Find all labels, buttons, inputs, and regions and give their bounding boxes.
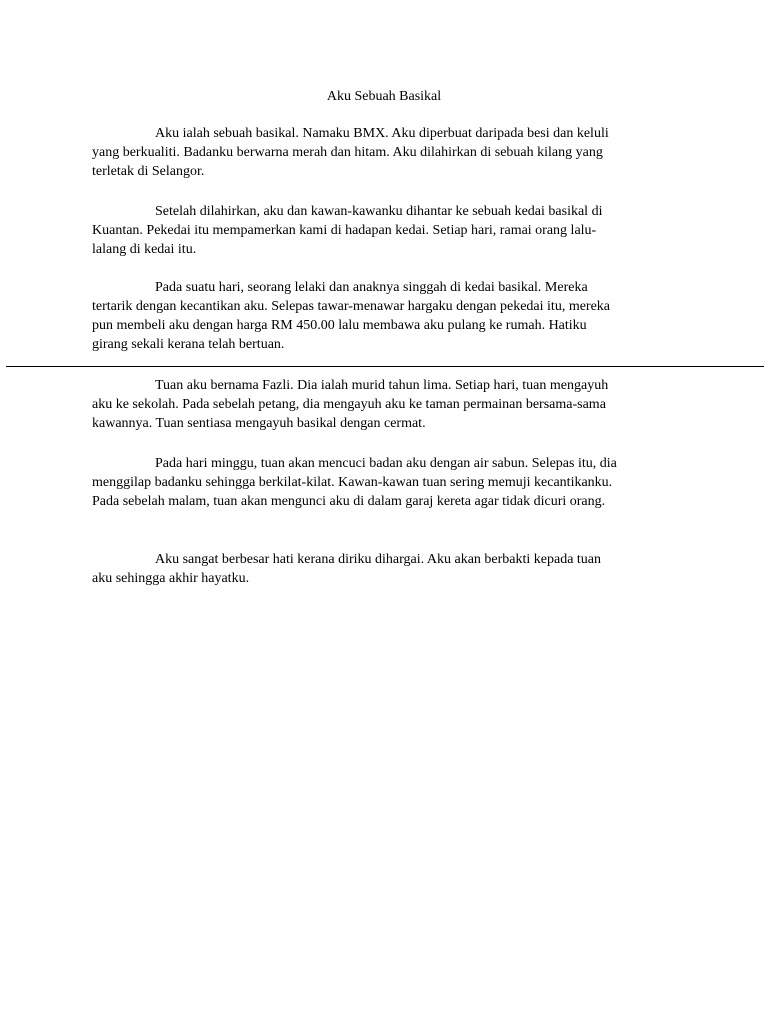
paragraph-line: Pada suatu hari, seorang lelaki dan anaknya singgah di kedai basikal. Mereka — [155, 280, 588, 295]
paragraph-6 — [92, 550, 676, 588]
paragraph-line: Aku ialah sebuah basikal. Namaku BMX. Aku diperbuat daripada besi dan keluli — [155, 126, 609, 141]
page-break-divider — [6, 366, 764, 367]
paragraph-line: Pada hari minggu, tuan akan mencuci badan aku dengan air sabun. Selepas itu, dia — [155, 456, 617, 471]
paragraph-line: menggilap badanku sehingga berkilat-kilat. Kawan-kawan tuan sering memuji kecantikanku. — [92, 475, 613, 490]
paragraph-line: lalang di kedai itu. — [92, 242, 197, 257]
paragraph-line: yang berkualiti. Badanku berwarna merah dan hitam. Aku dilahirkan di sebuah kilang yang — [92, 145, 603, 160]
paragraph-line: kawannya. Tuan sentiasa mengayuh basikal dengan cermat. — [92, 416, 426, 431]
paragraph-line: aku ke sekolah. Pada sebelah petang, dia mengayuh aku ke taman permainan bersama-sama — [92, 397, 606, 412]
paragraph-3 — [92, 278, 676, 354]
paragraph-line: pun membeli aku dengan harga RM 450.00 lalu membawa aku pulang ke rumah. Hatiku — [92, 318, 587, 333]
paragraph-line: Aku sangat berbesar hati kerana diriku dihargai. Aku akan berbakti kepada tuan — [155, 552, 602, 567]
paragraph-5 — [92, 454, 676, 511]
paragraph-1 — [92, 124, 676, 181]
document-title: Aku Sebuah Basikal — [326, 89, 442, 104]
paragraph-line: tertarik dengan kecantikan aku. Selepas tawar-menawar hargaku dengan pekedai itu, mereka — [92, 299, 611, 314]
paragraph-line: aku sehingga akhir hayatku. — [92, 571, 250, 586]
paragraph-line: Kuantan. Pekedai itu mempamerkan kami di hadapan kedai. Setiap hari, ramai orang lalu- — [92, 223, 597, 238]
paragraph-line: girang sekali kerana telah bertuan. — [92, 337, 285, 352]
paragraph-line: Tuan aku bernama Fazli. Dia ialah murid tahun lima. Setiap hari, tuan mengayuh — [155, 378, 609, 393]
paragraph-line: Pada sebelah malam, tuan akan mengunci aku di dalam garaj kereta agar tidak dicuri orang. — [92, 494, 606, 509]
paragraph-line: Setelah dilahirkan, aku dan kawan-kawanku dihantar ke sebuah kedai basikal di — [155, 204, 603, 219]
paragraph-line: terletak di Selangor. — [92, 164, 205, 179]
paragraph-2 — [92, 202, 676, 259]
paragraph-4 — [92, 376, 676, 433]
